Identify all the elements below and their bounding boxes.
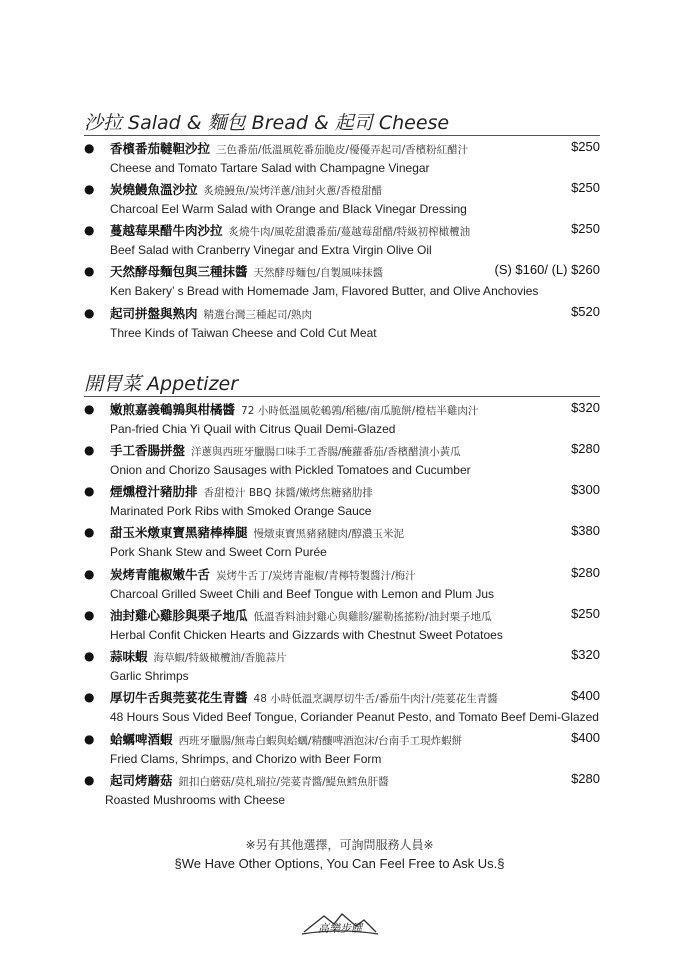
- bullet-icon: ●: [84, 443, 95, 457]
- bullet-icon: ●: [84, 690, 95, 704]
- item-price: $400: [571, 730, 600, 745]
- item-name: 手工香腸拼盤: [110, 443, 186, 458]
- item-price: $280: [571, 441, 600, 456]
- item-description: 炙燒鰻魚/炭烤洋蔥/油封火蔥/香橙甜醋: [203, 185, 383, 197]
- bullet-icon: ●: [84, 402, 95, 416]
- item-name: 起司烤蘑菇: [110, 773, 173, 788]
- item-name: 油封雞心雞胗與栗子地瓜: [110, 608, 248, 623]
- item-name: 蒜味蝦: [110, 649, 148, 664]
- menu-item: [84, 180, 600, 222]
- bullet-icon: ●: [84, 141, 95, 155]
- menu-item: [84, 523, 600, 565]
- item-name: 厚切牛舌與莞荽花生青醬: [110, 690, 248, 705]
- menu-item: [84, 139, 600, 181]
- bullet-icon: ●: [84, 306, 95, 320]
- item-english-name: Roasted Mushrooms with Cheese: [105, 793, 286, 807]
- item-price: $280: [571, 565, 600, 580]
- footer-note-english: §We Have Other Options, You Can Feel Free to Ask Us.§: [174, 856, 505, 871]
- logo-text: 高樂步饌: [318, 922, 362, 935]
- item-name: 甜玉米燉東寶黑豬棒棒腿: [110, 525, 248, 540]
- item-english-name: Herbal Confit Chicken Hearts and Gizzards with Chestnut Sweet Potatoes: [110, 628, 503, 642]
- item-price: $400: [571, 688, 600, 703]
- item-price: $250: [571, 606, 600, 621]
- bullet-icon: ●: [84, 608, 95, 622]
- item-description: 炙燒牛肉/風乾甜濃番茄/蔓越莓甜醋/特級初榨橄欖油: [228, 226, 471, 238]
- item-english-name: Ken Bakery’ s Bread with Homemade Jam, Flavored Butter, and Olive Anchovies: [110, 284, 539, 298]
- item-description: 三色番茄/低溫風乾番茄脆皮/優優弄起司/香檳粉紅醋汁: [216, 144, 469, 156]
- bullet-icon: ●: [84, 732, 95, 746]
- footer-note-chinese: ※另有其他選擇，可詢問服務人員※: [245, 838, 434, 852]
- item-description: 48 小時低溫烹調厚切牛舌/番茄牛肉汁/莞荽花生青醬: [253, 693, 498, 705]
- menu-item: [84, 565, 600, 607]
- menu-item: [84, 441, 600, 483]
- item-name: 炭烤青龍椒嫩牛舌: [110, 567, 211, 582]
- menu-item: [84, 647, 600, 689]
- bullet-icon: ●: [84, 223, 95, 237]
- item-price: (S) $160/ (L) $260: [494, 262, 600, 277]
- menu-item: [84, 482, 600, 524]
- item-description: 炭烤牛舌丁/炭烤青龍椒/青檸特製醬汁/梅汁: [216, 570, 416, 582]
- section-title-salad: 沙拉 Salad & 麵包 Bread & 起司 Cheese: [84, 112, 450, 134]
- item-description: 慢燉東寶黑豬豬腱肉/醇濃玉米泥: [253, 528, 405, 540]
- item-english-name: Pork Shank Stew and Sweet Corn Purée: [110, 545, 327, 559]
- item-description: 洋蔥與西班牙臘腸口味手工香腸/醃蘿番茄/香檳醋漬小黃瓜: [191, 446, 461, 458]
- item-price: $380: [571, 523, 600, 538]
- item-description: 鈕扣白蘑菇/莫札瑞拉/莞荽青醬/鯷魚鱈魚肝醬: [178, 776, 389, 788]
- bullet-icon: ●: [84, 525, 95, 539]
- item-name: 香檳番茄韃靼沙拉: [110, 141, 211, 156]
- item-english-name: Beef Salad with Cranberry Vinegar and Extra Virgin Olive Oil: [110, 243, 432, 257]
- bullet-icon: ●: [84, 567, 95, 581]
- item-name: 嫩煎嘉義鵪鶉與柑橘醬: [110, 402, 236, 417]
- item-english-name: Marinated Pork Ribs with Smoked Orange Sauce: [110, 504, 372, 518]
- item-english-name: Fried Clams, Shrimps, and Chorizo with Beer Form: [110, 752, 382, 766]
- menu-item: [84, 688, 600, 730]
- item-english-name: 48 Hours Sous Vided Beef Tongue, Coriander Peanut Pesto, and Tomato Beef Demi-Glazed: [110, 710, 599, 724]
- item-name: 煙燻橙汁豬肋排: [110, 484, 198, 499]
- menu-item: [84, 221, 600, 263]
- item-description: 精選台灣三種起司/熟肉: [203, 309, 313, 321]
- item-price: $280: [571, 771, 600, 786]
- item-description: 西班牙臘腸/無毒白蝦與蛤蠣/精釀啤酒泡沫/台南手工現炸蝦餅: [178, 735, 463, 747]
- item-description: 天然酵母麵包/自製風味抹醬: [253, 267, 384, 279]
- item-name: 蔓越莓果醋牛肉沙拉: [110, 223, 223, 238]
- bullet-icon: ●: [84, 264, 95, 278]
- item-price: $250: [571, 221, 600, 236]
- section-title-appetizer: 開胃菜 Appetizer: [84, 373, 239, 395]
- item-price: $250: [571, 139, 600, 154]
- item-price: $520: [571, 304, 600, 319]
- item-english-name: Charcoal Grilled Sweet Chili and Beef Tongue with Lemon and Plum Jus: [110, 587, 494, 601]
- section-divider: [84, 135, 600, 136]
- item-english-name: Garlic Shrimps: [110, 669, 189, 683]
- section-divider: [84, 396, 600, 397]
- item-english-name: Charcoal Eel Warm Salad with Orange and Black Vinegar Dressing: [110, 202, 467, 216]
- item-english-name: Cheese and Tomato Tartare Salad with Champagne Vinegar: [110, 161, 430, 175]
- item-name: 炭燒鰻魚溫沙拉: [110, 182, 198, 197]
- restaurant-logo: [300, 908, 380, 940]
- item-english-name: Pan-fried Chia Yi Quail with Citrus Quail Demi-Glazed: [110, 422, 396, 436]
- item-description: 海草蝦/特級橄欖油/香脆蒜片: [153, 652, 287, 664]
- item-description: 香甜橙汁 BBQ 抹醬/嫩烤焦糖豬肋排: [203, 487, 373, 499]
- bullet-icon: ●: [84, 649, 95, 663]
- item-name: 蛤蠣啤酒蝦: [110, 732, 173, 747]
- item-price: $250: [571, 180, 600, 195]
- item-price: $320: [571, 400, 600, 415]
- item-name: 天然酵母麵包與三種抹醬: [110, 264, 248, 279]
- bullet-icon: ●: [84, 773, 95, 787]
- item-description: 低溫香料油封雞心與雞胗/羅勒搖搖粉/油封栗子地瓜: [253, 611, 492, 623]
- item-price: $320: [571, 647, 600, 662]
- menu-item: [84, 771, 600, 813]
- item-english-name: Onion and Chorizo Sausages with Pickled Tomatoes and Cucumber: [110, 463, 471, 477]
- item-description: 72 小時低溫風乾鵪鶉/稻穗/南瓜脆餅/橙桔半雞肉汁: [241, 405, 479, 417]
- menu-item: [84, 400, 600, 442]
- item-english-name: Three Kinds of Taiwan Cheese and Cold Cut Meat: [110, 326, 377, 340]
- menu-item: [84, 606, 600, 648]
- bullet-icon: ●: [84, 484, 95, 498]
- menu-item: [84, 262, 600, 304]
- bullet-icon: ●: [84, 182, 95, 196]
- item-name: 起司拼盤與熟肉: [110, 306, 198, 321]
- menu-item: [84, 730, 600, 772]
- item-price: $300: [571, 482, 600, 497]
- menu-item: [84, 304, 600, 346]
